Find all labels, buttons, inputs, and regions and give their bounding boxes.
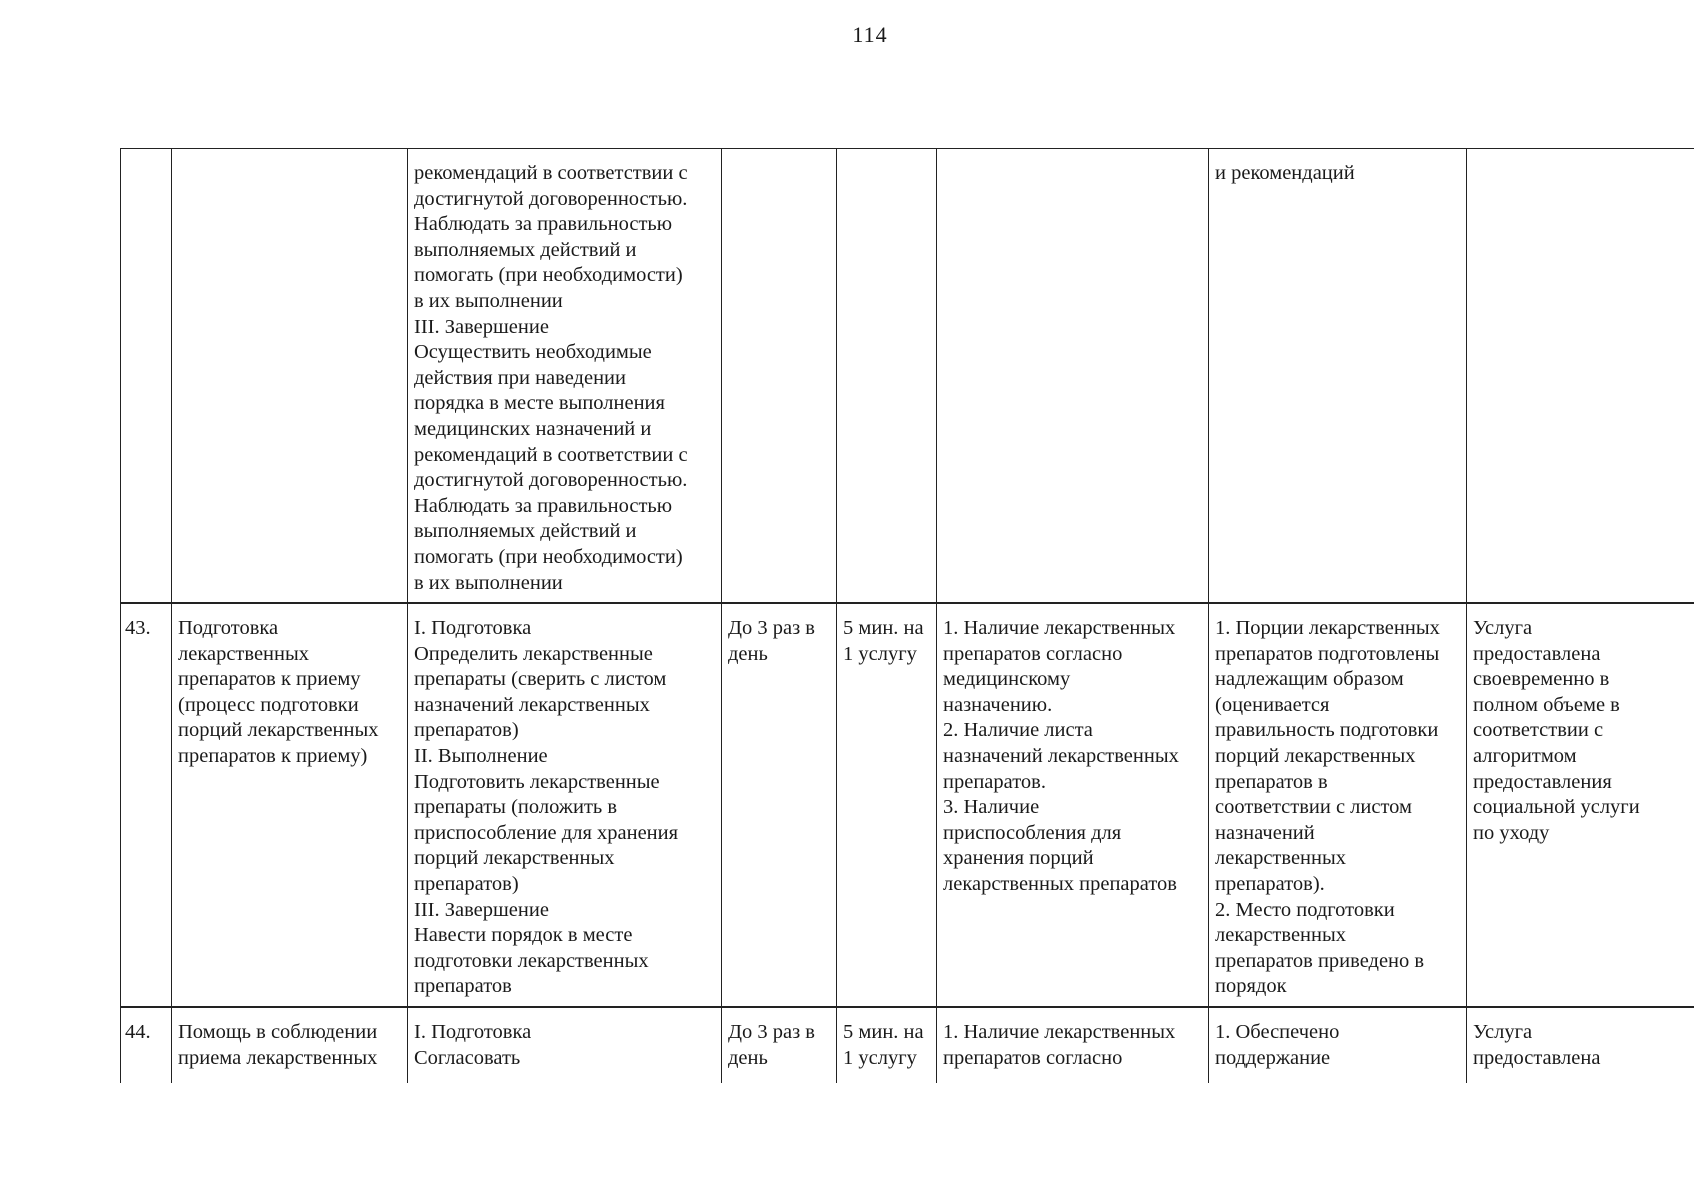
cell-quality-indicators: 1. Обеспечено поддержание [1209, 1007, 1467, 1083]
cell-service-name [172, 149, 408, 604]
table-row-continuation [121, 149, 1694, 604]
cell-duration: 5 мин. на 1 услугу [837, 603, 937, 1007]
cell-number [121, 149, 172, 604]
cell-quality-indicators: 1. Порции лекарственных препаратов подготовлены надлежащим образом (оценивается правильность подготовки порций лекарственных препаратов в соответствии с листом назначений лекарственных препаратов). 2. Место подготовки лекарственных препаратов приведено в порядок [1209, 603, 1467, 1007]
cell-frequency: До 3 раз в день [722, 603, 837, 1007]
cell-number: 44. [121, 1007, 172, 1083]
table-row-43 [121, 603, 1694, 1007]
cell-frequency: До 3 раз в день [722, 1007, 837, 1083]
cell-result [1467, 149, 1694, 604]
table-row-44 [121, 1007, 1694, 1083]
cell-service-content: рекомендаций в соответствии с достигнутой договоренностью. Наблюдать за правильностью выполняемых действий и помогать (при необходимости) в их выполнении III. Завершение Осуществить необходимые действия при наведении порядка в месте выполнения медицинских назначений и рекомендаций в соответствии с достигнутой договоренностью. Наблюдать за правильностью выполняемых действий и помогать (при необходимости) в их выполнении [408, 149, 722, 604]
cell-service-content: I. Подготовка Согласовать [408, 1007, 722, 1083]
cell-quality-indicators: и рекомендаций [1209, 149, 1467, 604]
cell-duration: 5 мин. на 1 услугу [837, 1007, 937, 1083]
cell-number: 43. [121, 603, 172, 1007]
cell-service-name: Подготовка лекарственных препаратов к приему (процесс подготовки порций лекарственных препаратов к приему) [172, 603, 408, 1007]
page-number: 114 [852, 22, 888, 47]
cell-result: Услуга предоставлена [1467, 1007, 1694, 1083]
services-table [120, 148, 1694, 1083]
cell-conditions: 1. Наличие лекарственных препаратов согласно медицинскому назначению. 2. Наличие листа назначений лекарственных препаратов. 3. Наличие приспособления для хранения порций лекарственных препаратов [937, 603, 1209, 1007]
cell-conditions: 1. Наличие лекарственных препаратов согласно [937, 1007, 1209, 1083]
cell-result: Услуга предоставлена своевременно в полном объеме в соответствии с алгоритмом предоставления социальной услуги по уходу [1467, 603, 1694, 1007]
cell-service-name: Помощь в соблюдении приема лекарственных [172, 1007, 408, 1083]
cell-frequency [722, 149, 837, 604]
cell-conditions [937, 149, 1209, 604]
cell-service-content: I. Подготовка Определить лекарственные препараты (сверить с листом назначений лекарственных препаратов) II. Выполнение Подготовить лекарственные препараты (положить в приспособление для хранения порций лекарственных препаратов) III. Завершение Навести порядок в месте подготовки лекарственных препаратов [408, 603, 722, 1007]
cell-duration [837, 149, 937, 604]
